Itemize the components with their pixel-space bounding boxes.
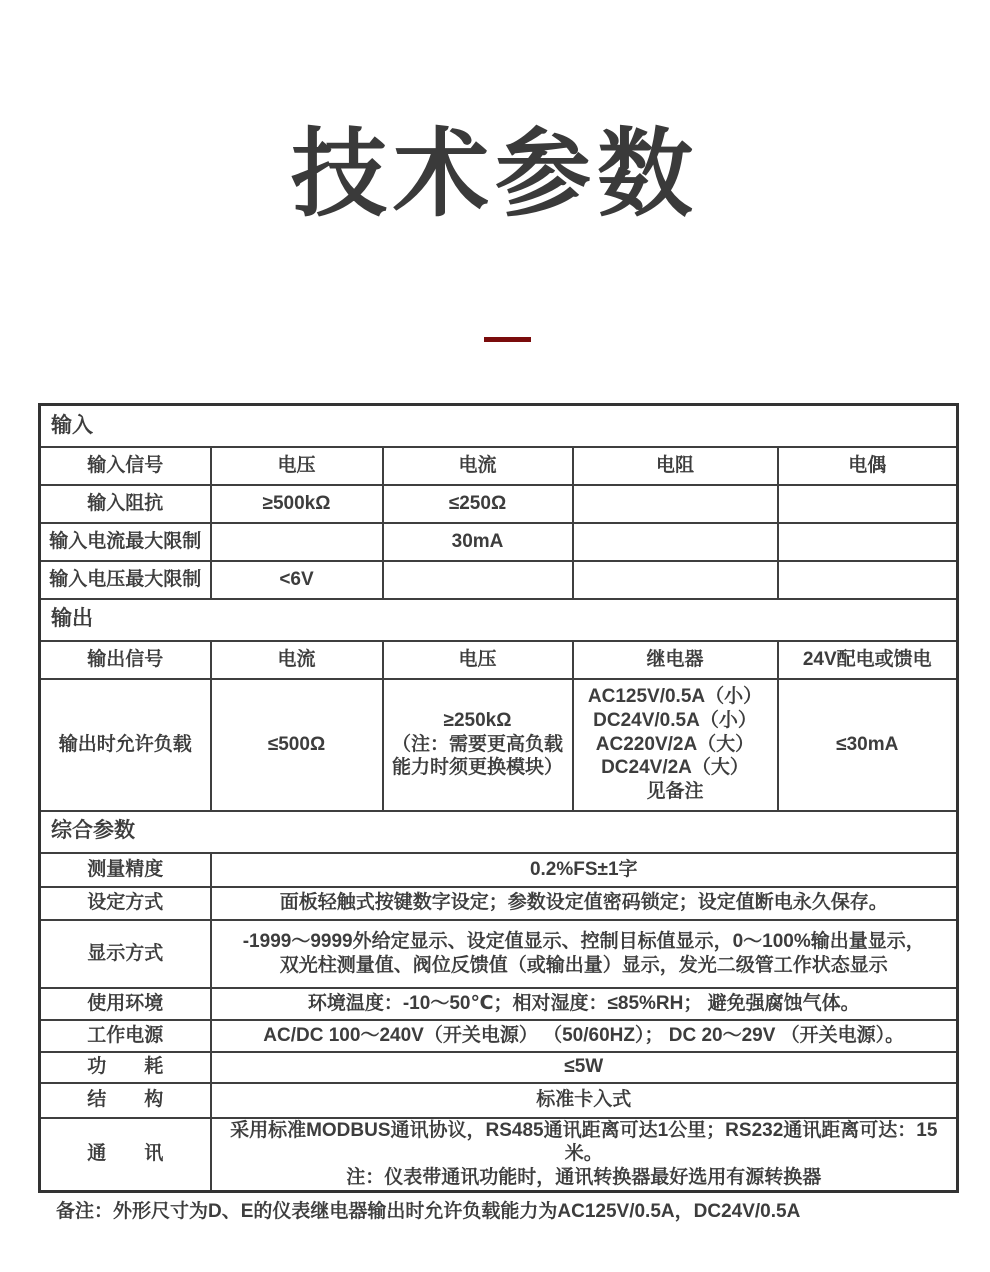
input-voltage-limit-current [383,561,573,599]
general-structure-value: 标准卡入式 [211,1083,958,1118]
output-load-relay-line: DC24V/0.5A（小） [593,709,757,731]
general-communication-value [211,1118,958,1192]
general-section-header: 综合参数 [40,811,958,853]
input-section-header: 输入 [40,405,958,447]
footer-note: 备注：外形尺寸为D、E的仪表继电器输出时允许负载能力为AC125V/0.5A，DC24V/0.5A [56,1201,801,1222]
general-setting-row [40,887,958,920]
output-load-current: ≤500Ω [211,679,383,811]
input-voltage-limit-label: 输入电压最大限制 [40,561,211,599]
general-display-label: 显示方式 [40,920,211,988]
input-impedance-label: 输入阻抗 [40,485,211,523]
input-section-header-row [40,405,958,447]
input-signal-thermocouple: 电偶 [778,447,958,485]
output-load-voltage-line: （注：需要更高负载 [391,733,563,755]
output-load-voltage-line: ≥250kΩ [443,709,512,731]
input-current-limit-resistance [573,523,778,561]
general-environment-value: 环境温度：-10～50℃；相对湿度：≤85%RH； 避免强腐蚀气体。 [211,988,958,1020]
general-structure-label: 结 构 [40,1083,211,1118]
output-load-relay-line: AC220V/2A（大） [595,733,755,755]
general-accuracy-label: 测量精度 [40,853,211,887]
input-voltage-limit-voltage: <6V [211,561,383,599]
output-signal-current: 电流 [211,641,383,679]
general-accuracy-value: 0.2%FS±1字 [211,853,958,887]
general-structure-row [40,1083,958,1118]
general-setting-value: 面板轻触式按键数字设定；参数设定值密码锁定；设定值断电永久保存。 [211,887,958,920]
general-display-line: -1999～9999外给定显示、设定值显示、控制目标值显示，0～100%输出量显示， [242,930,925,952]
input-impedance-resistance [573,485,778,523]
input-voltage-limit-thermocouple [778,561,958,599]
general-consumption-value: ≤5W [211,1052,958,1083]
general-consumption-label: 功 耗 [40,1052,211,1083]
output-load-label: 输出时允许负载 [40,679,211,811]
output-signal-feed: 24V配电或馈电 [778,641,958,679]
general-communication-row [40,1118,958,1192]
general-display-line: 双光柱测量值、阀位反馈值（或输出量）显示，发光二级管工作状态显示 [279,954,888,976]
input-current-limit-voltage [211,523,383,561]
general-section-header-row [40,811,958,853]
input-signal-row [40,447,958,485]
output-signal-relay: 继电器 [573,641,778,679]
output-load-row [40,679,958,811]
input-voltage-limit-row [40,561,958,599]
output-signal-row [40,641,958,679]
input-current-limit-label: 输入电流最大限制 [40,523,211,561]
output-signal-voltage: 电压 [383,641,573,679]
input-signal-label: 输入信号 [40,447,211,485]
general-communication-label: 通 讯 [40,1118,211,1192]
general-setting-label: 设定方式 [40,887,211,920]
general-environment-label: 使用环境 [40,988,211,1020]
input-current-limit-current: 30mA [383,523,573,561]
general-communication-line: 注：仪表带通讯功能时，通讯转换器最好选用有源转换器 [346,1167,822,1188]
output-load-relay-line: DC24V/2A（大） [601,757,749,779]
general-power-row [40,1020,958,1052]
general-power-value: AC/DC 100～240V（开关电源） （50/60HZ）； DC 20～29V （开关电源）。 [211,1020,958,1052]
general-power-label: 工作电源 [40,1020,211,1052]
title-accent-divider [484,337,531,342]
spec-table [38,403,959,1193]
output-load-voltage [383,679,573,811]
output-load-relay-line: AC125V/0.5A（小） [587,686,763,708]
input-voltage-limit-resistance [573,561,778,599]
input-impedance-voltage: ≥500kΩ [211,485,383,523]
input-signal-voltage: 电压 [211,447,383,485]
output-signal-label: 输出信号 [40,641,211,679]
general-environment-row [40,988,958,1020]
output-section-header-row [40,599,958,641]
input-current-limit-row [40,523,958,561]
general-display-row [40,920,958,988]
general-display-value [211,920,958,988]
general-accuracy-row [40,853,958,887]
general-consumption-row [40,1052,958,1083]
output-section-header: 输出 [40,599,958,641]
output-load-relay-line: 见备注 [646,781,704,803]
input-impedance-row [40,485,958,523]
output-load-voltage-line: 能力时须更换模块） [391,757,563,779]
general-communication-line: 采用标准MODBUS通讯协议，RS485通讯距离可达1公里；RS232通讯距离可达：15米。 [230,1119,938,1165]
input-impedance-thermocouple [778,485,958,523]
input-signal-current: 电流 [383,447,573,485]
page-title: 技术参数 [291,121,699,228]
input-current-limit-thermocouple [778,523,958,561]
output-load-feed: ≤30mA [778,679,958,811]
output-load-relay [573,679,778,811]
input-signal-resistance: 电阻 [573,447,778,485]
input-impedance-current: ≤250Ω [383,485,573,523]
